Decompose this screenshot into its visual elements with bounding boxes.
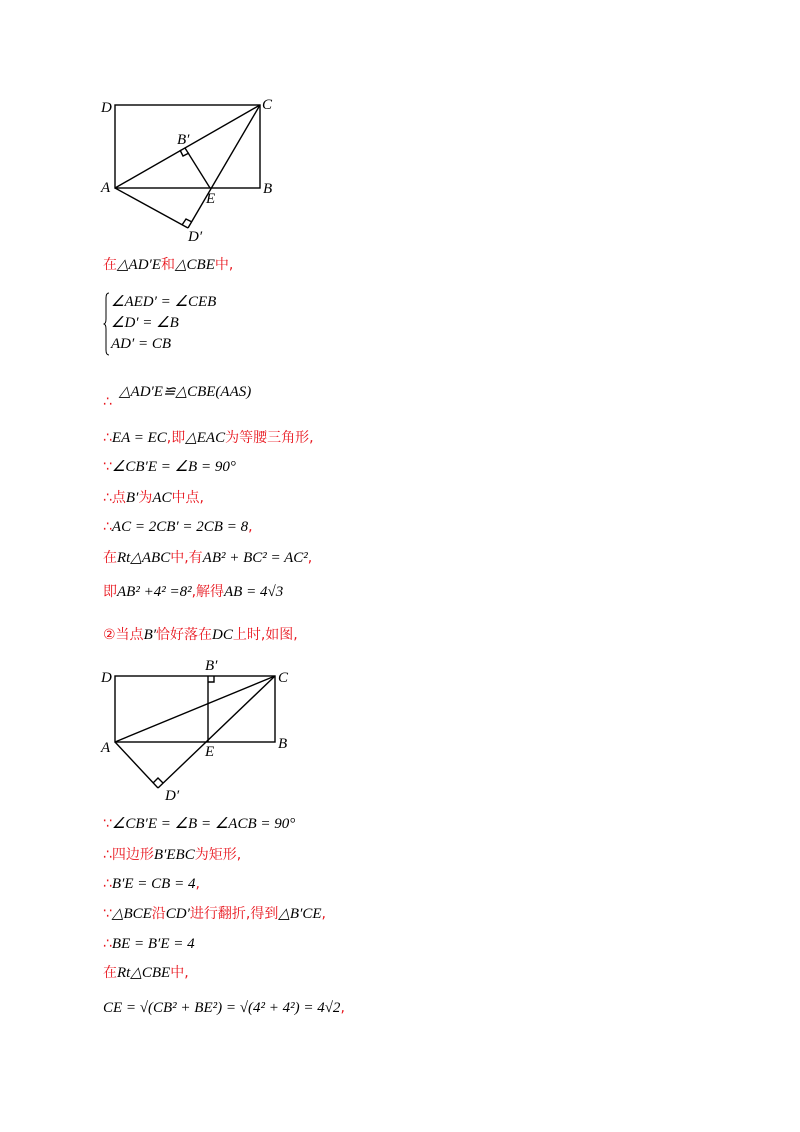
label-b: B bbox=[263, 181, 273, 197]
right-angle-mark-b-prime bbox=[180, 150, 189, 156]
label-d: D bbox=[101, 100, 112, 116]
system-eq-1: ∠AED′ = ∠CEB bbox=[111, 294, 217, 310]
figure-2 bbox=[95, 655, 305, 805]
segment-a-d-prime bbox=[115, 742, 158, 788]
line-5: ∴点B′为AC中点, bbox=[103, 490, 204, 506]
segment-c-d-prime bbox=[158, 676, 275, 788]
label-d-prime: D′ bbox=[165, 788, 180, 804]
segment-c-d-prime bbox=[188, 105, 260, 228]
label-c: C bbox=[278, 670, 289, 686]
segment-a-d-prime bbox=[115, 188, 188, 228]
line-2: △AD′E≌△CBE(AAS) bbox=[119, 384, 252, 400]
segment-ac bbox=[115, 676, 275, 742]
line-7: 在Rt△ABC中,有AB² + BC² = AC², bbox=[103, 550, 313, 566]
segment-b-prime-e bbox=[185, 148, 210, 188]
label-d: D bbox=[101, 670, 112, 686]
label-e: E bbox=[206, 191, 216, 207]
label-b-prime: B′ bbox=[205, 658, 218, 674]
line-3: ∴EA = EC,即△EAC为等腰三角形, bbox=[103, 430, 314, 446]
left-brace bbox=[103, 292, 110, 356]
system-eq-3: AD′ = CB bbox=[111, 336, 172, 352]
system-eq-2: ∠D′ = ∠B bbox=[111, 315, 179, 331]
line-11: ∴四边形B′EBC为矩形, bbox=[103, 847, 242, 863]
equation-system bbox=[103, 292, 216, 356]
line-8: 即AB² +4² =8²,解得AB = 4√3 bbox=[103, 584, 284, 600]
label-a: A bbox=[101, 180, 111, 196]
label-e: E bbox=[205, 744, 215, 760]
label-b: B bbox=[278, 736, 288, 752]
right-angle-mark-d-prime bbox=[153, 778, 163, 783]
right-angle-mark-b-prime bbox=[208, 676, 214, 682]
line-15: 在Rt△CBE中, bbox=[103, 965, 189, 981]
label-b-prime: B′ bbox=[177, 132, 190, 148]
line-14: ∴BE = B′E = 4 bbox=[103, 936, 195, 952]
line-6: ∴AC = 2CB′ = 2CB = 8, bbox=[103, 519, 253, 535]
label-a: A bbox=[101, 740, 111, 756]
line-13: ∵△BCE沿CD′进行翻折,得到△B′CE, bbox=[103, 906, 326, 922]
line-16: CE = √(CB² + BE²) = √(4² + 4²) = 4√2, bbox=[103, 1000, 345, 1016]
line-2-therefore: ∴ bbox=[103, 394, 112, 410]
line-10: ∵∠CB′E = ∠B = ∠ACB = 90° bbox=[103, 816, 296, 832]
line-1: 在△AD′E和△CBE中, bbox=[103, 257, 234, 273]
line-12: ∴B′E = CB = 4, bbox=[103, 876, 200, 892]
figure-1 bbox=[95, 95, 295, 245]
label-d-prime: D′ bbox=[188, 229, 203, 245]
line-9: ②当点B′恰好落在DC上时,如图, bbox=[103, 627, 298, 643]
line-4: ∵∠CB′E = ∠B = 90° bbox=[103, 459, 236, 475]
label-c: C bbox=[262, 97, 273, 113]
